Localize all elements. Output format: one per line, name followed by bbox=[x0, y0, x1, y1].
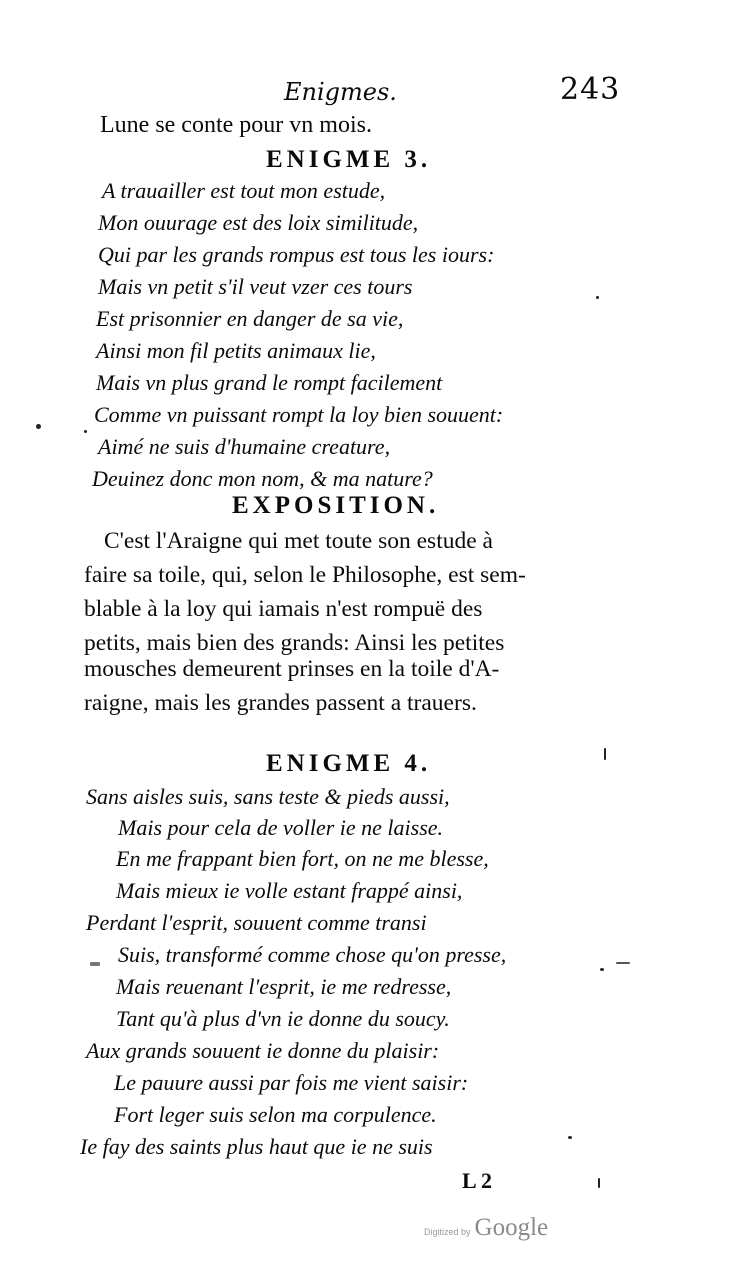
prose-line: C'est l'Araigne qui met toute son estude à bbox=[104, 528, 493, 554]
verse-line: Aux grands souuent ie donne du plaisir: bbox=[86, 1038, 440, 1063]
ink-speck bbox=[598, 1178, 600, 1188]
verse-line: Mon ouurage est des loix similitude, bbox=[98, 210, 419, 235]
watermark-prefix: Digitized by bbox=[424, 1227, 471, 1237]
ink-speck bbox=[616, 962, 630, 964]
verse-line: Le pauure aussi par fois me vient saisir: bbox=[114, 1070, 469, 1095]
verse-line: Ie fay des saints plus haut que ie ne suis bbox=[80, 1134, 433, 1159]
prose-line: mousches demeurent prinses en la toile d'A- bbox=[84, 656, 500, 682]
verse-line: A trauailler est tout mon estude, bbox=[102, 178, 386, 203]
verse-line: Qui par les grands rompus est tous les iours: bbox=[98, 242, 495, 267]
verse-line: Fort leger suis selon ma corpulence. bbox=[114, 1102, 437, 1127]
watermark-brand: Google bbox=[474, 1214, 549, 1241]
verse-line: Mais mieux ie volle estant frappé ainsi, bbox=[116, 878, 463, 903]
verse-line: Ainsi mon fil petits animaux lie, bbox=[96, 338, 376, 363]
verse-line: En me frappant bien fort, on ne me blesse, bbox=[116, 846, 489, 871]
exposition-title: EXPOSITION. bbox=[232, 492, 440, 519]
verse-line: Tant qu'à plus d'vn ie donne du soucy. bbox=[116, 1006, 450, 1031]
ink-speck bbox=[36, 424, 41, 429]
prose-line: raigne, mais les grandes passent a trauers. bbox=[84, 690, 477, 716]
verse-line: Perdant l'esprit, souuent comme transi bbox=[86, 910, 427, 935]
verse-line: Aimé ne suis d'humaine creature, bbox=[98, 434, 391, 459]
ink-speck bbox=[596, 296, 599, 299]
google-watermark bbox=[424, 1214, 548, 1242]
enigme-4-title: ENIGME 4. bbox=[266, 750, 432, 777]
ink-speck bbox=[568, 1136, 572, 1139]
ink-speck bbox=[90, 962, 100, 966]
verse-line: Mais vn plus grand le rompt facilement bbox=[96, 370, 443, 395]
verse-line: Mais vn petit s'il veut vzer ces tours bbox=[98, 274, 413, 299]
carry-over-line: Lune se conte pour vn mois. bbox=[100, 112, 372, 138]
verse-line: Mais reuenant l'esprit, ie me redresse, bbox=[116, 974, 452, 999]
verse-line: Sans aisles suis, sans teste & pieds aussi, bbox=[86, 784, 450, 809]
ink-speck bbox=[604, 748, 606, 760]
page-number: 243 bbox=[560, 72, 621, 107]
verse-line: Comme vn puissant rompt la loy bien souuent: bbox=[94, 402, 504, 427]
ink-speck bbox=[84, 430, 87, 433]
prose-line: blable à la loy qui iamais n'est rompuë des bbox=[84, 596, 483, 622]
running-title: Enigmes. bbox=[284, 78, 397, 106]
verse-line: Est prisonnier en danger de sa vie, bbox=[96, 306, 404, 331]
enigme-3-title: ENIGME 3. bbox=[266, 146, 432, 173]
verse-line: Suis, transformé comme chose qu'on presse, bbox=[118, 942, 507, 967]
catchword: L 2 bbox=[462, 1168, 492, 1193]
ink-speck bbox=[600, 968, 604, 971]
prose-line: petits, mais bien des grands: Ainsi les petites bbox=[84, 630, 505, 656]
prose-line: faire sa toile, qui, selon le Philosophe, est sem- bbox=[84, 562, 526, 588]
verse-line: Deuinez donc mon nom, & ma nature? bbox=[92, 466, 433, 491]
verse-line: Mais pour cela de voller ie ne laisse. bbox=[118, 815, 444, 840]
